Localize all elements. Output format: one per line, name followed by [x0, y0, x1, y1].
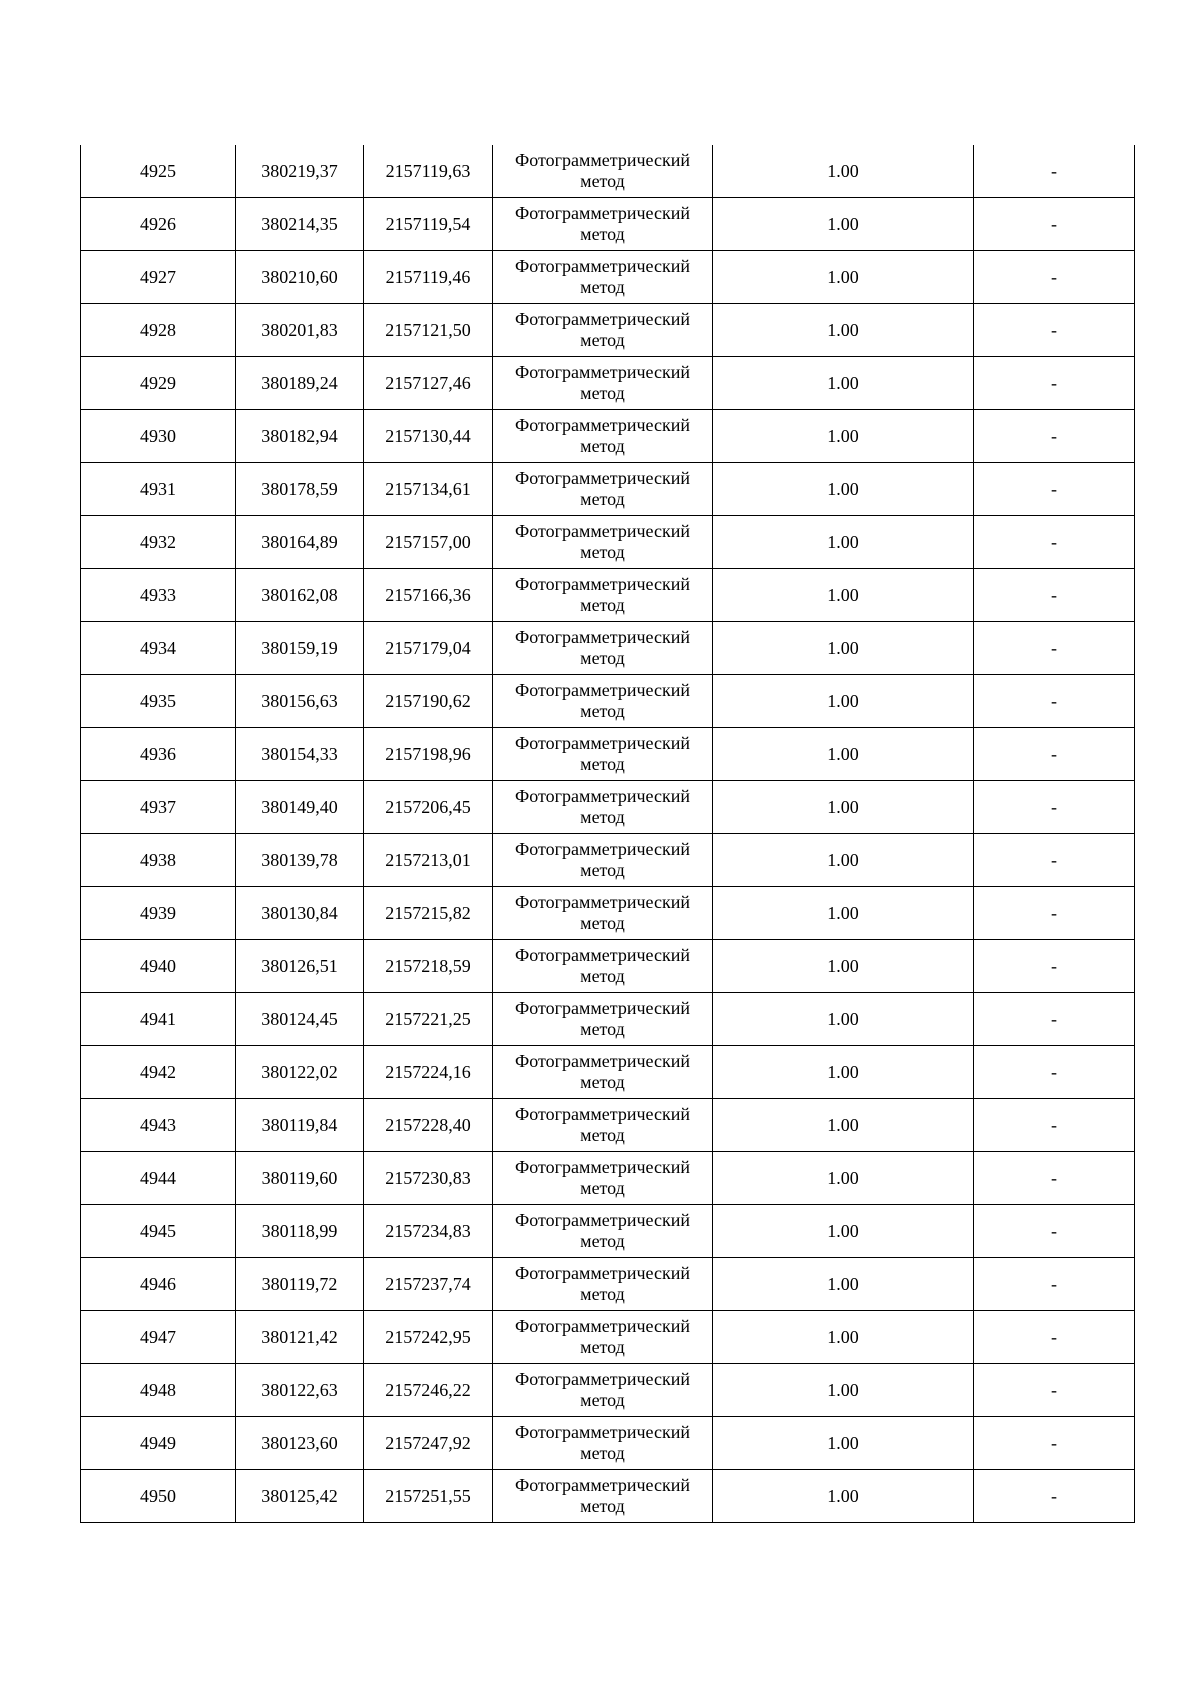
coordinate-y-cell: 2157119,63 [364, 145, 493, 198]
method-text: Фотограмметрический метод [515, 468, 690, 509]
table-row [81, 1258, 1135, 1311]
point-number-cell: 4945 [81, 1205, 236, 1258]
accuracy-cell: 1.00 [713, 1364, 974, 1417]
method-cell [493, 1364, 713, 1417]
table-row [81, 251, 1135, 304]
accuracy-cell: 1.00 [713, 1417, 974, 1470]
description-cell: - [974, 1311, 1135, 1364]
accuracy-cell: 1.00 [713, 993, 974, 1046]
coordinate-y-cell: 2157237,74 [364, 1258, 493, 1311]
point-number-cell: 4925 [81, 145, 236, 198]
method-cell [493, 304, 713, 357]
point-number-cell: 4941 [81, 993, 236, 1046]
coordinate-x-cell: 380178,59 [236, 463, 364, 516]
accuracy-cell: 1.00 [713, 834, 974, 887]
table-row [81, 887, 1135, 940]
coordinate-y-cell: 2157246,22 [364, 1364, 493, 1417]
method-cell [493, 1046, 713, 1099]
coordinate-x-cell: 380122,02 [236, 1046, 364, 1099]
coordinate-x-cell: 380119,84 [236, 1099, 364, 1152]
method-text: Фотограмметрический метод [515, 203, 690, 244]
point-number-cell: 4938 [81, 834, 236, 887]
accuracy-cell: 1.00 [713, 1205, 974, 1258]
coordinates-table [80, 145, 1135, 1523]
method-cell [493, 781, 713, 834]
description-cell: - [974, 357, 1135, 410]
point-number-cell: 4937 [81, 781, 236, 834]
accuracy-cell: 1.00 [713, 781, 974, 834]
description-cell: - [974, 410, 1135, 463]
method-cell [493, 569, 713, 622]
method-text: Фотограмметрический метод [515, 998, 690, 1039]
method-text: Фотограмметрический метод [515, 733, 690, 774]
accuracy-cell: 1.00 [713, 728, 974, 781]
point-number-cell: 4929 [81, 357, 236, 410]
coordinate-y-cell: 2157213,01 [364, 834, 493, 887]
table-row [81, 622, 1135, 675]
table-row [81, 1152, 1135, 1205]
accuracy-cell: 1.00 [713, 1046, 974, 1099]
coordinate-x-cell: 380164,89 [236, 516, 364, 569]
accuracy-cell: 1.00 [713, 251, 974, 304]
coordinate-y-cell: 2157121,50 [364, 304, 493, 357]
table-row [81, 675, 1135, 728]
description-cell: - [974, 1152, 1135, 1205]
table-row [81, 304, 1135, 357]
table-row [81, 198, 1135, 251]
method-cell [493, 1311, 713, 1364]
coordinate-x-cell: 380123,60 [236, 1417, 364, 1470]
accuracy-cell: 1.00 [713, 569, 974, 622]
description-cell: - [974, 463, 1135, 516]
method-text: Фотограмметрический метод [515, 627, 690, 668]
description-cell: - [974, 145, 1135, 198]
accuracy-cell: 1.00 [713, 516, 974, 569]
method-cell [493, 251, 713, 304]
method-text: Фотограмметрический метод [515, 1369, 690, 1410]
description-cell: - [974, 887, 1135, 940]
coordinate-x-cell: 380124,45 [236, 993, 364, 1046]
description-cell: - [974, 1417, 1135, 1470]
method-cell [493, 834, 713, 887]
method-cell [493, 940, 713, 993]
method-cell [493, 675, 713, 728]
coordinate-y-cell: 2157224,16 [364, 1046, 493, 1099]
coordinate-x-cell: 380139,78 [236, 834, 364, 887]
description-cell: - [974, 940, 1135, 993]
coordinate-x-cell: 380219,37 [236, 145, 364, 198]
coordinate-y-cell: 2157127,46 [364, 357, 493, 410]
coordinate-y-cell: 2157198,96 [364, 728, 493, 781]
table-row [81, 1099, 1135, 1152]
table-row [81, 834, 1135, 887]
coordinate-x-cell: 380125,42 [236, 1470, 364, 1523]
coordinate-x-cell: 380162,08 [236, 569, 364, 622]
description-cell: - [974, 251, 1135, 304]
table-row [81, 781, 1135, 834]
table-row [81, 1046, 1135, 1099]
method-text: Фотограмметрический метод [515, 892, 690, 933]
method-cell [493, 1258, 713, 1311]
description-cell: - [974, 1205, 1135, 1258]
accuracy-cell: 1.00 [713, 675, 974, 728]
method-cell [493, 516, 713, 569]
description-cell: - [974, 1046, 1135, 1099]
accuracy-cell: 1.00 [713, 145, 974, 198]
method-cell [493, 622, 713, 675]
coordinates-table-body [81, 145, 1135, 1523]
table-row [81, 1205, 1135, 1258]
coordinate-x-cell: 380159,19 [236, 622, 364, 675]
description-cell: - [974, 569, 1135, 622]
point-number-cell: 4950 [81, 1470, 236, 1523]
table-row [81, 993, 1135, 1046]
method-cell [493, 410, 713, 463]
method-text: Фотограмметрический метод [515, 1475, 690, 1516]
point-number-cell: 4935 [81, 675, 236, 728]
description-cell: - [974, 993, 1135, 1046]
description-cell: - [974, 304, 1135, 357]
accuracy-cell: 1.00 [713, 463, 974, 516]
coordinate-x-cell: 380126,51 [236, 940, 364, 993]
method-cell [493, 887, 713, 940]
accuracy-cell: 1.00 [713, 304, 974, 357]
table-row [81, 516, 1135, 569]
method-cell [493, 463, 713, 516]
method-text: Фотограмметрический метод [515, 1104, 690, 1145]
table-row [81, 1417, 1135, 1470]
table-row [81, 410, 1135, 463]
coordinate-x-cell: 380189,24 [236, 357, 364, 410]
coordinate-y-cell: 2157218,59 [364, 940, 493, 993]
method-text: Фотограмметрический метод [515, 256, 690, 297]
method-text: Фотограмметрический метод [515, 1263, 690, 1304]
method-text: Фотограмметрический метод [515, 1422, 690, 1463]
coordinate-y-cell: 2157215,82 [364, 887, 493, 940]
table-row [81, 1364, 1135, 1417]
coordinate-y-cell: 2157221,25 [364, 993, 493, 1046]
coordinate-y-cell: 2157247,92 [364, 1417, 493, 1470]
table-row [81, 463, 1135, 516]
method-text: Фотограмметрический метод [515, 839, 690, 880]
coordinate-y-cell: 2157179,04 [364, 622, 493, 675]
coordinate-y-cell: 2157234,83 [364, 1205, 493, 1258]
coordinate-y-cell: 2157119,54 [364, 198, 493, 251]
table-row [81, 357, 1135, 410]
method-cell [493, 993, 713, 1046]
method-text: Фотограмметрический метод [515, 1316, 690, 1357]
point-number-cell: 4949 [81, 1417, 236, 1470]
table-row [81, 1470, 1135, 1523]
point-number-cell: 4926 [81, 198, 236, 251]
point-number-cell: 4948 [81, 1364, 236, 1417]
point-number-cell: 4930 [81, 410, 236, 463]
coordinate-y-cell: 2157119,46 [364, 251, 493, 304]
coordinate-x-cell: 380201,83 [236, 304, 364, 357]
table-row [81, 145, 1135, 198]
point-number-cell: 4932 [81, 516, 236, 569]
point-number-cell: 4928 [81, 304, 236, 357]
description-cell: - [974, 781, 1135, 834]
method-text: Фотограмметрический метод [515, 1051, 690, 1092]
method-text: Фотограмметрический метод [515, 309, 690, 350]
coordinate-y-cell: 2157206,45 [364, 781, 493, 834]
description-cell: - [974, 1099, 1135, 1152]
method-cell [493, 1470, 713, 1523]
method-text: Фотограмметрический метод [515, 150, 690, 191]
point-number-cell: 4934 [81, 622, 236, 675]
method-text: Фотограмметрический метод [515, 1157, 690, 1198]
description-cell: - [974, 1470, 1135, 1523]
method-text: Фотограмметрический метод [515, 415, 690, 456]
description-cell: - [974, 1364, 1135, 1417]
method-cell [493, 1205, 713, 1258]
method-text: Фотограмметрический метод [515, 362, 690, 403]
method-text: Фотограмметрический метод [515, 945, 690, 986]
accuracy-cell: 1.00 [713, 1311, 974, 1364]
description-cell: - [974, 675, 1135, 728]
coordinate-x-cell: 380122,63 [236, 1364, 364, 1417]
method-cell [493, 728, 713, 781]
table-row [81, 1311, 1135, 1364]
description-cell: - [974, 1258, 1135, 1311]
coordinate-y-cell: 2157230,83 [364, 1152, 493, 1205]
method-cell [493, 357, 713, 410]
coordinate-y-cell: 2157228,40 [364, 1099, 493, 1152]
point-number-cell: 4943 [81, 1099, 236, 1152]
point-number-cell: 4942 [81, 1046, 236, 1099]
method-text: Фотограмметрический метод [515, 1210, 690, 1251]
table-row [81, 569, 1135, 622]
coordinate-x-cell: 380214,35 [236, 198, 364, 251]
description-cell: - [974, 728, 1135, 781]
accuracy-cell: 1.00 [713, 357, 974, 410]
accuracy-cell: 1.00 [713, 198, 974, 251]
method-cell [493, 145, 713, 198]
method-cell [493, 198, 713, 251]
coordinate-x-cell: 380149,40 [236, 781, 364, 834]
coordinate-y-cell: 2157130,44 [364, 410, 493, 463]
accuracy-cell: 1.00 [713, 1152, 974, 1205]
point-number-cell: 4939 [81, 887, 236, 940]
accuracy-cell: 1.00 [713, 887, 974, 940]
coordinate-x-cell: 380182,94 [236, 410, 364, 463]
coordinate-x-cell: 380154,33 [236, 728, 364, 781]
method-text: Фотограмметрический метод [515, 574, 690, 615]
description-cell: - [974, 834, 1135, 887]
coordinate-y-cell: 2157242,95 [364, 1311, 493, 1364]
point-number-cell: 4944 [81, 1152, 236, 1205]
method-text: Фотограмметрический метод [515, 786, 690, 827]
point-number-cell: 4940 [81, 940, 236, 993]
point-number-cell: 4947 [81, 1311, 236, 1364]
point-number-cell: 4936 [81, 728, 236, 781]
method-text: Фотограмметрический метод [515, 521, 690, 562]
method-cell [493, 1099, 713, 1152]
accuracy-cell: 1.00 [713, 410, 974, 463]
point-number-cell: 4933 [81, 569, 236, 622]
coordinate-y-cell: 2157251,55 [364, 1470, 493, 1523]
table-row [81, 728, 1135, 781]
coordinate-y-cell: 2157190,62 [364, 675, 493, 728]
point-number-cell: 4946 [81, 1258, 236, 1311]
coordinate-x-cell: 380119,72 [236, 1258, 364, 1311]
coordinate-y-cell: 2157166,36 [364, 569, 493, 622]
method-text: Фотограмметрический метод [515, 680, 690, 721]
accuracy-cell: 1.00 [713, 940, 974, 993]
point-number-cell: 4927 [81, 251, 236, 304]
coordinate-x-cell: 380118,99 [236, 1205, 364, 1258]
method-cell [493, 1417, 713, 1470]
coordinate-x-cell: 380156,63 [236, 675, 364, 728]
method-cell [493, 1152, 713, 1205]
coordinate-x-cell: 380130,84 [236, 887, 364, 940]
description-cell: - [974, 198, 1135, 251]
coordinate-x-cell: 380210,60 [236, 251, 364, 304]
accuracy-cell: 1.00 [713, 1258, 974, 1311]
accuracy-cell: 1.00 [713, 622, 974, 675]
coordinate-y-cell: 2157157,00 [364, 516, 493, 569]
coordinate-x-cell: 380121,42 [236, 1311, 364, 1364]
description-cell: - [974, 622, 1135, 675]
accuracy-cell: 1.00 [713, 1099, 974, 1152]
coordinate-y-cell: 2157134,61 [364, 463, 493, 516]
point-number-cell: 4931 [81, 463, 236, 516]
accuracy-cell: 1.00 [713, 1470, 974, 1523]
coordinate-x-cell: 380119,60 [236, 1152, 364, 1205]
table-row [81, 940, 1135, 993]
description-cell: - [974, 516, 1135, 569]
